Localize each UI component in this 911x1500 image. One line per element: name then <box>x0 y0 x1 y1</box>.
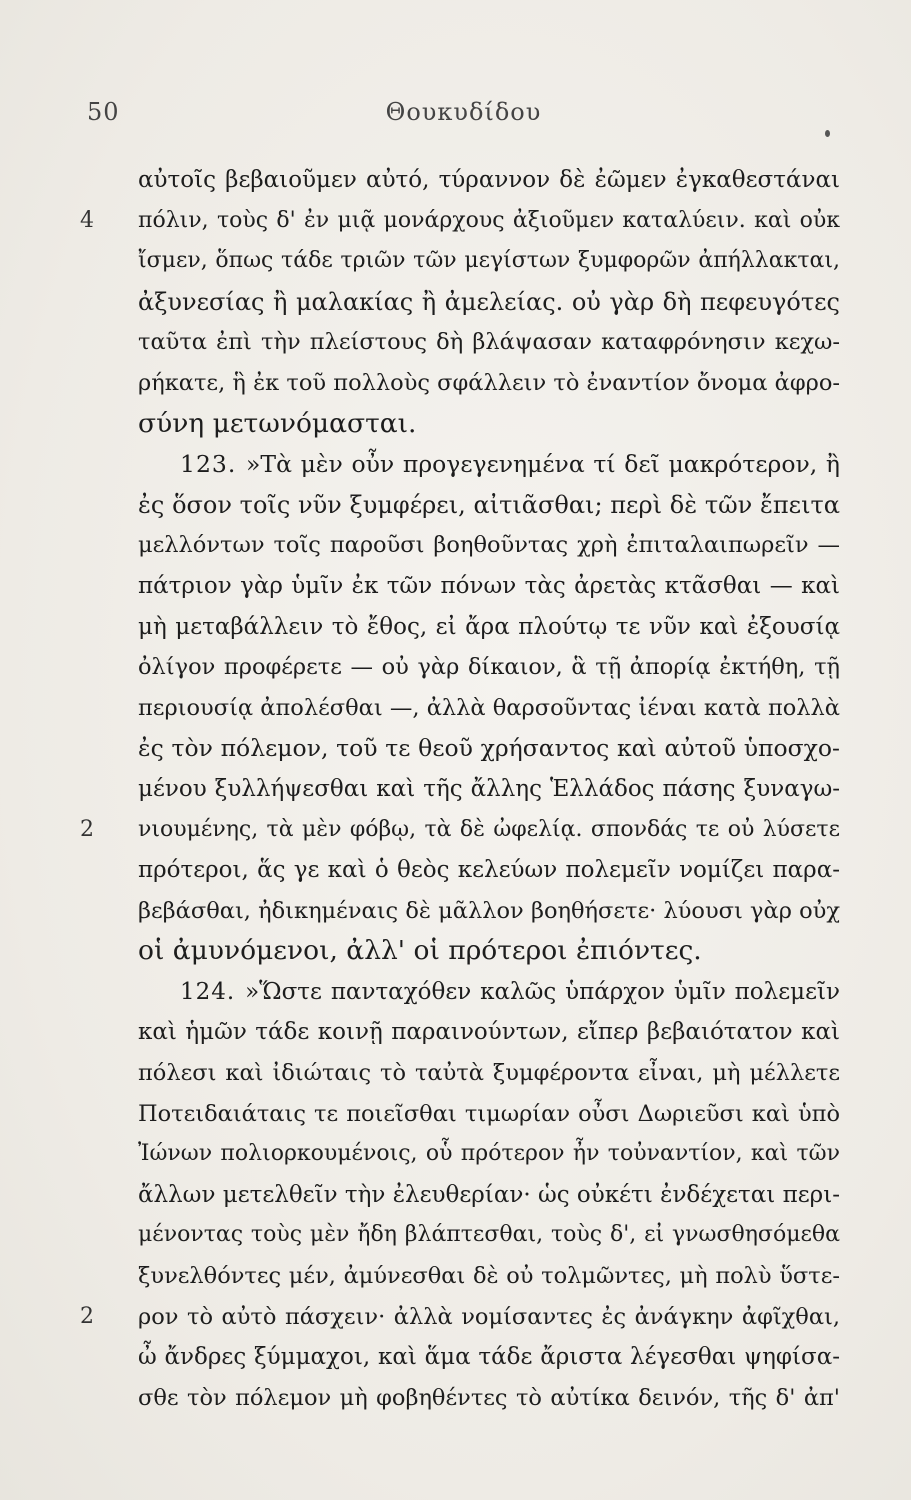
line-text: ρον τὸ αὐτὸ πάσχειν· ἀλλὰ νομίσαντες ἐς ἀνάγκην ἀφῖχθαι, <box>138 1303 840 1330</box>
line-text: ἐς ὅσον τοῖς νῦν ξυμφέρει, αἰτιᾶσθαι; περὶ δὲ τῶν ἔπειτα <box>138 490 840 519</box>
line-text: ξυνελθόντες μέν, ἀμύνεσθαι δὲ οὐ τολμῶντες, μὴ πολὺ ὕστε- <box>138 1263 840 1290</box>
line-text: Ἰώνων πολιορκουμένοις, οὗ πρότερον ἦν τοὐναντίον, καὶ τῶν <box>138 1141 840 1167</box>
line-text: »Τὰ μὲν οὖν προγεγενημένα τί δεῖ μακρότερον, ἢ <box>246 450 840 479</box>
line-text: μένοντας τοὺς μὲν ἤδη βλάπτεσθαι, τοὺς δ', εἰ γνωσθησόμεθα <box>138 1222 840 1248</box>
line-text: μὴ μεταβάλλειν τὸ ἔθος, εἰ ἄρα πλούτῳ τε νῦν καὶ ἐξουσίᾳ <box>138 613 840 640</box>
line-text: βεβάσθαι, ἠδικημέναις δὲ μᾶλλον βοηθήσετε· λύουσι γὰρ οὐχ <box>138 897 840 924</box>
line-text: σύνη μετωνόμασται. <box>138 407 417 439</box>
line-text: μένου ξυλλήψεσθαι καὶ τῆς ἄλλης Ἑλλάδος πάσης ξυναγω- <box>138 775 840 802</box>
margin-section-number: 2 <box>80 816 94 842</box>
text-line <box>138 160 840 201</box>
chapter-number: 124. <box>180 978 246 1005</box>
text-line <box>138 931 840 972</box>
line-text: ρήκατε, ἣ ἐκ τοῦ πολλοὺς σφάλλειν τὸ ἐναντίον ὄνομα ἀφρο- <box>138 369 840 396</box>
line-text: οἱ ἀμυνόμενοι, ἀλλ' οἱ πρότεροι ἐπιόντες. <box>138 935 702 967</box>
text-body <box>80 160 840 1418</box>
text-line <box>138 1175 840 1216</box>
text-line <box>138 688 840 729</box>
text-line <box>138 1012 840 1053</box>
text-line <box>80 810 840 851</box>
text-line <box>138 1337 840 1378</box>
line-text: πόλεσι καὶ ἰδιώταις τὸ ταὐτὰ ξυμφέροντα εἶναι, μὴ μέλλετε <box>138 1060 840 1087</box>
running-title: Θουκυδίδου <box>385 98 542 126</box>
line-text: ταῦτα ἐπὶ τὴν πλείστους δὴ βλάψασαν καταφρόνησιν κεχω- <box>138 329 840 356</box>
text-line <box>138 1094 840 1135</box>
text-line <box>138 769 840 810</box>
text-line <box>138 485 840 526</box>
text-line <box>138 444 840 485</box>
chapter-number: 123. <box>180 450 247 479</box>
margin-section-number: 2 <box>80 1303 94 1329</box>
line-text: πρότεροι, ἅς γε καὶ ὁ θεὸς κελεύων πολεμεῖν νομίζει παρα- <box>138 857 840 884</box>
text-line <box>138 1256 840 1297</box>
line-text: καὶ ἡμῶν τάδε κοινῇ παραινούντων, εἴπερ βεβαιότατον καὶ <box>138 1019 840 1046</box>
text-line <box>138 1378 840 1419</box>
text-line <box>138 1053 840 1094</box>
line-text: ἐς τὸν πόλεμον, τοῦ τε θεοῦ χρήσαντος καὶ αὐτοῦ ὑποσχο- <box>138 734 840 763</box>
text-line <box>138 363 840 404</box>
text-line <box>138 891 840 932</box>
line-text: μελλόντων τοῖς παροῦσι βοηθοῦντας χρὴ ἐπιταλαιπωρεῖν — <box>138 532 840 559</box>
line-text: ἀξυνεσίας ἢ μαλακίας ἢ ἀμελείας. οὐ γὰρ δὴ πεφευγότες <box>138 287 840 316</box>
text-line <box>80 201 840 242</box>
text-line <box>138 850 840 891</box>
text-line <box>80 1297 840 1338</box>
text-line <box>138 282 840 323</box>
line-text: ἴσμεν, ὅπως τάδε τριῶν τῶν μεγίστων ξυμφορῶν ἀπήλλακται, <box>138 248 840 274</box>
text-line <box>138 1215 840 1256</box>
line-text: περιουσίᾳ ἀπολέσθαι —, ἀλλὰ θαρσοῦντας ἰέναι κατὰ πολλὰ <box>138 694 840 721</box>
running-head <box>87 98 840 138</box>
line-text: ὀλίγον προφέρετε — οὐ γὰρ δίκαιον, ἃ τῇ ἀπορίᾳ ἐκτήθη, τῇ <box>138 654 840 681</box>
text-line <box>138 647 840 688</box>
line-text: »Ὥστε πανταχόθεν καλῶς ὑπάρχον ὑμῖν πολεμεῖν <box>245 978 840 1005</box>
text-line <box>138 566 840 607</box>
line-text: σθε τὸν πόλεμον μὴ φοβηθέντες τὸ αὐτίκα δεινόν, τῆς δ' ἀπ' <box>138 1384 840 1411</box>
text-line <box>138 607 840 648</box>
line-text: πόλιν, τοὺς δ' ἐν μιᾷ μονάρχους ἀξιοῦμεν καταλύειν. καὶ οὐκ <box>138 207 840 233</box>
text-line <box>138 525 840 566</box>
text-line <box>138 972 840 1013</box>
line-text: ὦ ἄνδρες ξύμμαχοι, καὶ ἅμα τάδε ἄριστα λέγεσθαι ψηφίσα- <box>138 1344 840 1371</box>
line-text: αὐτοῖς βεβαιοῦμεν αὐτό, τύραννον δὲ ἐῶμεν ἐγκαθεστάναι <box>138 167 840 193</box>
line-text: πάτριον γὰρ ὑμῖν ἐκ τῶν πόνων τὰς ἀρετὰς κτᾶσθαι — καὶ <box>138 572 840 599</box>
line-text: Ποτειδαιάταις τε ποιεῖσθαι τιμωρίαν οὖσι Δωριεῦσι καὶ ὑπὸ <box>138 1100 840 1127</box>
margin-section-number: 4 <box>80 207 94 233</box>
line-text: ἄλλων μετελθεῖν τὴν ἐλευθερίαν· ὡς οὐκέτι ἐνδέχεται περι- <box>138 1181 840 1208</box>
line-text: νιουμένης, τὰ μὲν φόβῳ, τὰ δὲ ὠφελίᾳ. σπονδάς τε οὐ λύσετε <box>138 816 840 842</box>
page-number: 50 <box>87 98 120 126</box>
text-line <box>138 1134 840 1175</box>
text-line <box>138 404 840 445</box>
text-line <box>138 241 840 282</box>
text-line <box>138 728 840 769</box>
text-line <box>138 322 840 363</box>
